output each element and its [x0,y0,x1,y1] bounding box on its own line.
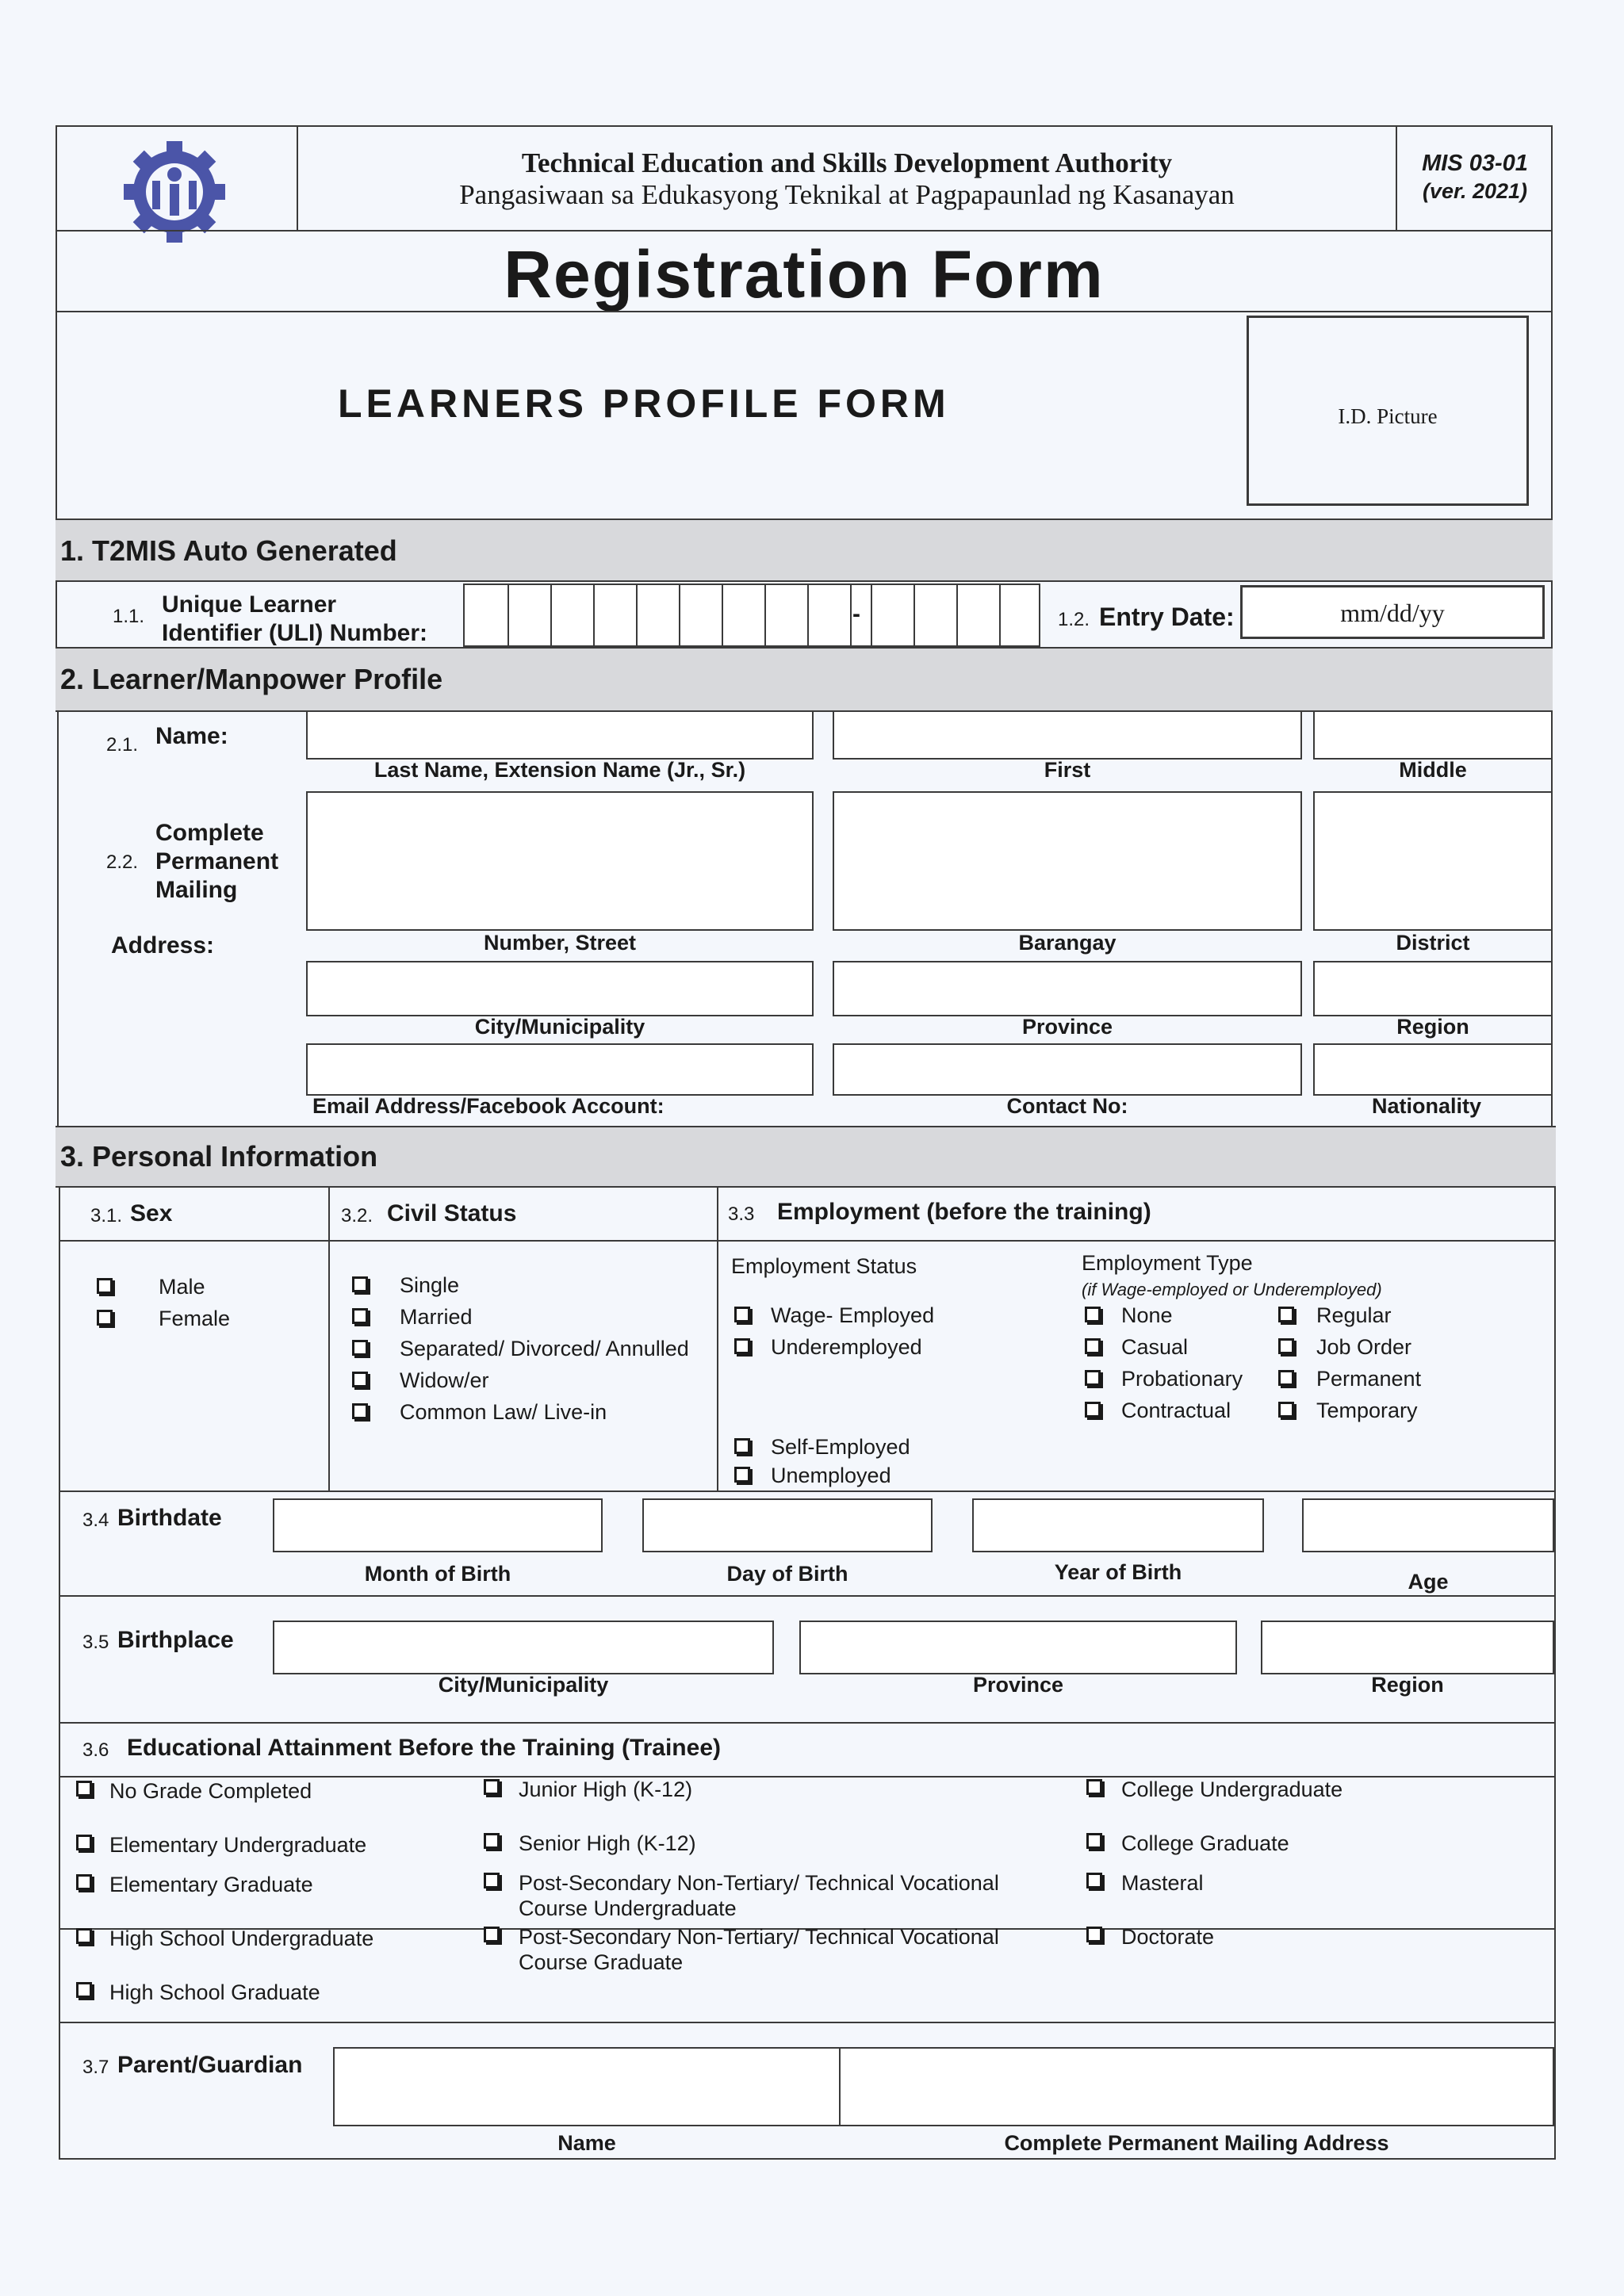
district-input[interactable] [1313,791,1553,931]
checkbox-job-order[interactable] [1278,1338,1294,1354]
education-label: Educational Attainment Before the Training (Trainee) [127,1735,721,1761]
street-input[interactable] [306,791,814,931]
checkbox-female[interactable] [97,1310,113,1326]
employment-label: Employment (before the training) [777,1199,1151,1225]
entry-date-input[interactable] [1240,585,1545,639]
agency-name-tagalog: Pangasiwaan sa Edukasyong Teknikal at Pagpapaunlad ng Kasanayan [459,179,1235,210]
id-picture-label: I.D. Picture [1338,404,1438,428]
regular-label: Regular [1316,1303,1392,1327]
month-of-birth-input[interactable] [273,1498,603,1552]
checkbox-hs-undergrad[interactable] [76,1928,92,1944]
wage-employed-label: Wage- Employed [771,1303,935,1327]
middle-name-caption: Middle [1399,758,1467,782]
postsec-grad-label-1: Post-Secondary Non-Tertiary/ Technical Vocational [519,1925,999,1949]
first-name-input[interactable] [833,710,1302,760]
uli-digit-cell [914,585,915,647]
employment-status-label: Employment Status [731,1254,917,1278]
checkbox-married[interactable] [352,1308,368,1324]
contractual-label: Contractual [1121,1399,1231,1422]
district-caption: District [1396,931,1470,955]
checkbox-unemployed[interactable] [734,1467,750,1483]
birthplace-region-caption: Region [1371,1673,1444,1697]
region-caption: Region [1396,1015,1469,1039]
entry-date-number: 1.2. [1058,609,1090,630]
checkbox-wage-employed[interactable] [734,1307,750,1322]
uli-digit-cell [636,585,638,647]
entry-date-label: Entry Date: [1099,603,1235,631]
checkbox-male[interactable] [97,1278,113,1294]
contact-caption: Contact No: [1006,1094,1128,1118]
uli-number: 1.1. [113,606,145,627]
uli-label-1: Unique Learner [162,591,337,618]
row-divider [59,1240,1556,1242]
checkbox-contractual[interactable] [1085,1402,1101,1418]
uli-digit-cell [807,585,809,647]
married-label: Married [400,1305,473,1329]
learners-profile-title: LEARNERS PROFILE FORM [338,381,950,426]
year-of-birth-caption: Year of Birth [1054,1560,1182,1584]
permanent-label: Permanent [1316,1367,1422,1391]
checkbox-underemployed[interactable] [734,1338,750,1354]
region-input[interactable] [1313,961,1553,1016]
address-label-3: Mailing [155,877,238,903]
uli-digit-cell [722,585,723,647]
uli-dash: - [852,601,860,627]
birthdate-label: Birthdate [117,1505,222,1531]
uli-digit-cell [764,585,766,647]
guardian-number: 3.7 [82,2057,109,2078]
postsec-undergrad-label-1: Post-Secondary Non-Tertiary/ Technical Vocational [519,1871,999,1895]
temporary-label: Temporary [1316,1399,1418,1422]
email-caption: Email Address/Facebook Account: [312,1094,665,1118]
checkbox-elem-undergrad[interactable] [76,1835,92,1850]
education-number: 3.6 [82,1739,109,1761]
nationality-input[interactable] [1313,1043,1553,1096]
birthplace-label: Birthplace [117,1627,234,1653]
entry-date-placeholder: mm/dd/yy [1340,599,1445,627]
birthdate-divider [59,1595,1556,1597]
guardian-address-caption: Complete Permanent Mailing Address [1004,2131,1389,2155]
checkbox-college-undergrad[interactable] [1086,1779,1102,1795]
checkbox-self-employed[interactable] [734,1438,750,1454]
city-input[interactable] [306,961,814,1016]
checkbox-doctorate[interactable] [1086,1927,1102,1942]
form-title: Registration Form [504,237,1105,312]
underemployed-label: Underemployed [771,1335,922,1359]
checkbox-college-grad[interactable] [1086,1833,1102,1849]
casual-label: Casual [1121,1335,1189,1359]
education-right-rule [1554,1927,1556,2023]
uli-digit-cell [593,585,595,647]
guardian-label: Parent/Guardian [117,2052,303,2078]
nationality-caption: Nationality [1371,1094,1482,1118]
civil-status-number: 3.2. [341,1205,373,1226]
doctorate-label: Doctorate [1121,1925,1215,1949]
checkbox-widow[interactable] [352,1372,368,1387]
uli-digit-cell [550,585,552,647]
birthplace-province-caption: Province [972,1673,1064,1697]
unemployed-label: Unemployed [771,1464,891,1487]
checkbox-casual[interactable] [1085,1338,1101,1354]
age-caption: Age [1408,1570,1449,1594]
name-number: 2.1. [106,734,139,756]
birthdate-number: 3.4 [82,1510,109,1531]
masteral-label: Masteral [1121,1871,1204,1895]
employment-type-label: Employment Type [1082,1251,1253,1275]
form-code: MIS 03-01 [1422,151,1528,176]
middle-name-input[interactable] [1313,710,1553,760]
uli-digit-cell [508,585,509,647]
senior-high-label: Senior High (K-12) [519,1831,696,1855]
uli-label-2: Identifier (ULI) Number: [162,620,427,646]
uli-digit-cell [999,585,1001,647]
checkbox-junior-high[interactable] [484,1779,500,1795]
guardian-name-input[interactable] [333,2047,841,2126]
year-of-birth-input[interactable] [972,1498,1264,1552]
none-label: None [1121,1303,1173,1327]
last-name-caption: Last Name, Extension Name (Jr., Sr.) [373,758,746,782]
sex-label: Sex [130,1200,173,1226]
uli-digit-cell [871,585,872,647]
checkbox-none[interactable] [1085,1307,1101,1322]
college-grad-label: College Graduate [1121,1831,1289,1855]
birthplace-city-caption: City/Municipality [438,1673,609,1697]
sex-number: 3.1. [90,1205,123,1226]
uli-digit-cell [679,585,680,647]
day-of-birth-caption: Day of Birth [726,1562,848,1586]
job-order-label: Job Order [1316,1335,1412,1359]
section2-title: 2. Learner/Manpower Profile [60,663,443,695]
barangay-caption: Barangay [1018,931,1116,955]
col-divider-1 [328,1186,330,1492]
birthplace-province-input[interactable] [799,1621,1237,1674]
first-name-caption: First [1044,758,1091,782]
education-options-lower [59,1806,1556,1930]
elem-grad-label: Elementary Graduate [109,1873,313,1896]
birthplace-city-input[interactable] [273,1621,774,1674]
college-undergrad-label: College Undergraduate [1121,1777,1343,1801]
checkbox-hs-grad[interactable] [76,1982,92,1998]
checkbox-separated[interactable] [352,1340,368,1356]
checkbox-senior-high[interactable] [484,1833,500,1849]
elem-undergrad-label: Elementary Undergraduate [109,1833,367,1857]
barangay-input[interactable] [833,791,1302,931]
name-label: Name: [155,723,228,749]
probationary-label: Probationary [1121,1367,1243,1391]
checkbox-postsec-undergrad[interactable] [484,1873,500,1888]
last-name-input[interactable] [306,710,814,760]
postsec-undergrad-label-2: Course Undergraduate [519,1896,737,1920]
agency-name: Technical Education and Skills Development Authority [521,147,1173,178]
address-label-1: Complete [155,820,264,846]
province-caption: Province [1021,1015,1113,1039]
checkbox-temporary[interactable] [1278,1402,1294,1418]
employment-type-note: (if Wage-employed or Underemployed) [1082,1280,1382,1299]
email-input[interactable] [306,1043,814,1096]
hs-undergrad-label: High School Undergraduate [109,1927,374,1950]
birthplace-region-input[interactable] [1261,1621,1554,1674]
address-label-4: Address: [111,932,215,959]
uli-digit-cell [956,585,958,647]
form-version: (ver. 2021) [1422,179,1528,203]
checkbox-postsec-grad[interactable] [484,1927,500,1942]
civil-status-label: Civil Status [387,1200,517,1226]
widow-label: Widow/er [400,1368,489,1392]
separated-label: Separated/ Divorced/ Annulled [400,1337,689,1360]
guardian-address-input[interactable] [839,2047,1554,2126]
province-input[interactable] [833,961,1302,1016]
postsec-grad-label-2: Course Graduate [519,1950,684,1974]
contact-input[interactable] [833,1043,1302,1096]
checkbox-masteral[interactable] [1086,1873,1102,1888]
birthplace-number: 3.5 [82,1632,109,1653]
section1-title: 1. T2MIS Auto Generated [60,534,397,567]
self-employed-label: Self-Employed [771,1435,910,1459]
checkbox-permanent[interactable] [1278,1370,1294,1386]
checkbox-single[interactable] [352,1276,368,1292]
common-law-label: Common Law/ Live-in [400,1400,607,1424]
checkbox-elem-grad[interactable] [76,1874,92,1890]
hs-grad-label: High School Graduate [109,1980,320,2004]
no-grade-label: No Grade Completed [109,1779,312,1803]
day-of-birth-input[interactable] [642,1498,933,1552]
col-divider-2 [717,1186,718,1492]
checkbox-no-grade[interactable] [76,1781,92,1797]
uli-input[interactable] [463,584,1040,647]
employment-number: 3.3 [728,1203,755,1225]
junior-high-label: Junior High (K-12) [519,1777,693,1801]
checkbox-common-law[interactable] [352,1403,368,1419]
checkbox-regular[interactable] [1278,1307,1294,1322]
checkbox-probationary[interactable] [1085,1370,1101,1386]
single-label: Single [400,1273,460,1297]
month-of-birth-caption: Month of Birth [364,1562,511,1586]
male-label: Male [159,1275,205,1299]
age-input[interactable] [1302,1498,1554,1552]
street-caption: Number, Street [483,931,637,955]
address-number: 2.2. [106,851,139,873]
guardian-name-caption: Name [557,2131,616,2155]
uli-digit-cell [850,585,852,647]
header-divider-right [1396,125,1397,232]
female-label: Female [159,1307,231,1330]
education-left-rule [59,1927,60,2023]
city-caption: City/Municipality [474,1015,645,1039]
address-label-2: Permanent [155,848,279,874]
section3-title: 3. Personal Information [60,1140,378,1173]
